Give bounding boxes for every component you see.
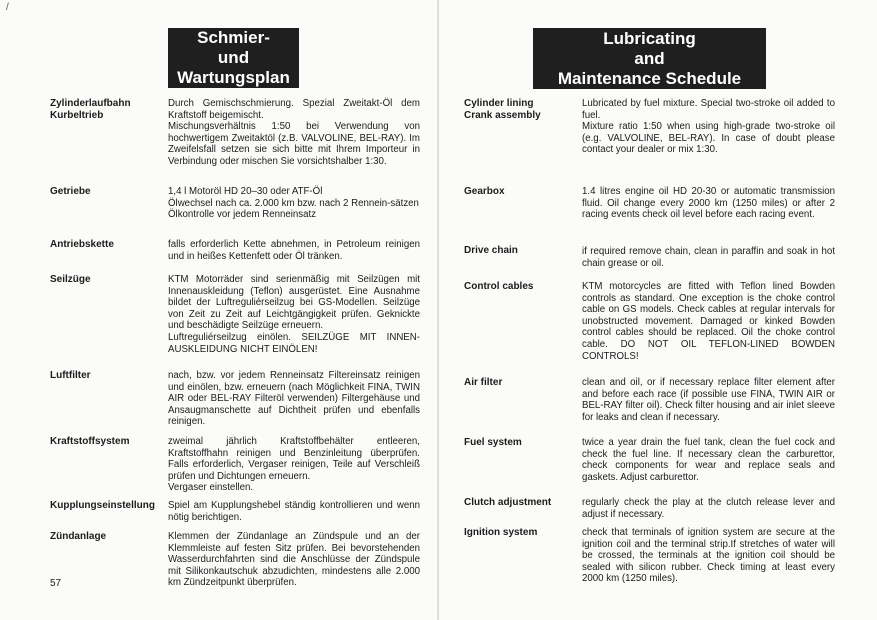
entry-label: Clutch adjustment: [464, 497, 552, 508]
entry-text: falls erforderlich Kette abnehmen, in Petroleum reinigen und in heißes Kettenfett oder Öl tränken.: [168, 239, 420, 262]
corner-mark: /: [6, 2, 9, 13]
entry-label: Cylinder lining Crank assembly: [464, 98, 541, 121]
entry-text: zweimal jährlich Kraftstoffbehälter entleeren, Kraftstoffhahn reinigen und Benzinleitung überprüfen. Falls erforderlich, Vergaser reinigen, Teile auf Verschleiß prüfen und Dichtungen erneuern. Vergaser einstellen.: [168, 436, 420, 494]
entry-label: Seilzüge: [50, 274, 91, 285]
entry-label: Kraftstoffsystem: [50, 436, 130, 447]
entry-label: Control cables: [464, 281, 534, 292]
entry-text: Spiel am Kupplungshebel ständig kontrollieren und wenn nötig berichtigen.: [168, 500, 420, 523]
left-page-german: [0, 0, 438, 620]
entry-text: twice a year drain the fuel tank, clean the fuel cock and check the fuel line. If necessary clean the carburettor, check components for wear and replace seals and gaskets. Adjust carburettor.: [582, 437, 835, 483]
entry-label: Ignition system: [464, 527, 538, 538]
entry-label: Air filter: [464, 377, 503, 388]
entry-text: if required remove chain, clean in paraffin and soak in hot chain grease or oil.: [582, 246, 835, 269]
entry-text: regularly check the play at the clutch release lever and adjust if necessary.: [582, 497, 835, 520]
entry-label: Getriebe: [50, 186, 91, 197]
entry-label: Antriebskette: [50, 239, 114, 250]
german-title-line: Wartungsplan: [177, 68, 290, 87]
entry-text: clean and oil, or if necessary replace filter element after and before each race (if possible use FINA, TWIN AIR or BEL-RAY filter oil). Check filter housing and air inlet sleeve for leaks and clean if necessary.: [582, 377, 835, 423]
entry-text: KTM Motorräder sind serienmäßig mit Seilzügen mit Innenauskleidung (Teflon) ausgerüstet. Eine Ausnahme bildet der Luftreguliérseilzug bei GS-Modellen. Seilzüge von Zeit zu Zeit auf Leichtgängigkeit prüfen. Geknickte und beschädigte Seilzüge erneuern. Luftreguliérseilzug einölen. SEILZÜGE MIT INNEN-AUSKLEIDUNG NICHT EINÖLEN!: [168, 274, 420, 355]
entry-label: Luftfilter: [50, 370, 91, 381]
entry-text: nach, bzw. vor jedem Renneinsatz Filtereinsatz reinigen und einölen, bzw. erneuern (nach Möglichkeit FINA, TWIN AIR oder BEL-RAY Filteröl verwenden) Filtergehäuse und Ansaugmanschette auf Dichtheit prüfen und ebenfalls reinigen.: [168, 370, 420, 428]
german-title-line: Schmier-: [197, 28, 270, 47]
entry-label: Gearbox: [464, 186, 505, 197]
english-title-line: Lubricating: [603, 28, 696, 48]
entry-text: Klemmen der Zündanlage an Zündspule und an der Klemmleiste auf festen Sitz prüfen. Bei bevorstehenden Wasserdurchfahrten sind die Anschlüsse der Zündspule mit Silikonkautschuk abzudichten, mindestens alle 2.000 km Zündzeitpunkt überprüfen.: [168, 531, 420, 589]
entry-text: check that terminals of ignition system are secure at the ignition coil and the terminal strip.If stretches of water will be crossed, the terminals at the ignition coil should be sealed with silicon rubber. Check timing at least every 2000 km (1250 miles).: [582, 527, 835, 585]
english-title: [533, 28, 766, 89]
entry-text: Lubricated by fuel mixture. Special two-stroke oil added to fuel. Mixture ratio 1:50 when using high-grade two-stroke oil (e.g. VALVOLINE, BEL-RAY). In case of doubt please contact your dealer or mix 1:30.: [582, 98, 835, 156]
english-title-line: and: [634, 48, 665, 68]
entry-text: KTM motorcycles are fitted with Teflon lined Bowden controls as standard. One exception is the choke control cable on GS models. Check cables at regular intervals for unobstructed movement. Damaged or kinked Bowden control cables should be replaced. Oil the choke control cable. DO NOT OIL TEFLON-LINED BOWDEN CONTROLS!: [582, 281, 835, 362]
entry-text: 1.4 litres engine oil HD 20-30 or automatic transmission fluid. Oil change every 2000 km (1250 miles) or after 2 racing events check oil level before each racing event.: [582, 186, 835, 221]
entry-text: 1,4 l Motoröl HD 20–30 oder ATF-Öl Ölwechsel nach ca. 2.000 km bzw. nach 2 Rennein-sätzen Ölkontrolle vor jedem Renneinsatz: [168, 186, 419, 221]
entry-text: Durch Gemischschmierung. Spezial Zweitakt-Öl dem Kraftstoff beigemischt. Mischungsverhältnis 1:50 bei Verwendung von hochwertigem Zweitaktöl (z.B. VALVOLINE, BEL-RAY). Im Zweifelsfall setzen sie sich bitte mit Ihrem Importeur in Verbindung oder mischen Sie vorsichtshalber 1:30.: [168, 98, 420, 167]
entry-label: Zündanlage: [50, 531, 107, 542]
entry-label: Fuel system: [464, 437, 522, 448]
german-title-line: und: [217, 48, 250, 67]
german-title: [168, 28, 299, 88]
entry-label: Zylinderlaufbahn Kurbeltrieb: [50, 98, 131, 121]
english-title-line: Maintenance Schedule: [557, 68, 742, 88]
entry-label: Kupplungseinstellung: [50, 500, 155, 511]
page-number: 57: [50, 578, 62, 589]
entry-label: Drive chain: [464, 245, 518, 256]
right-page-english: [438, 0, 877, 620]
